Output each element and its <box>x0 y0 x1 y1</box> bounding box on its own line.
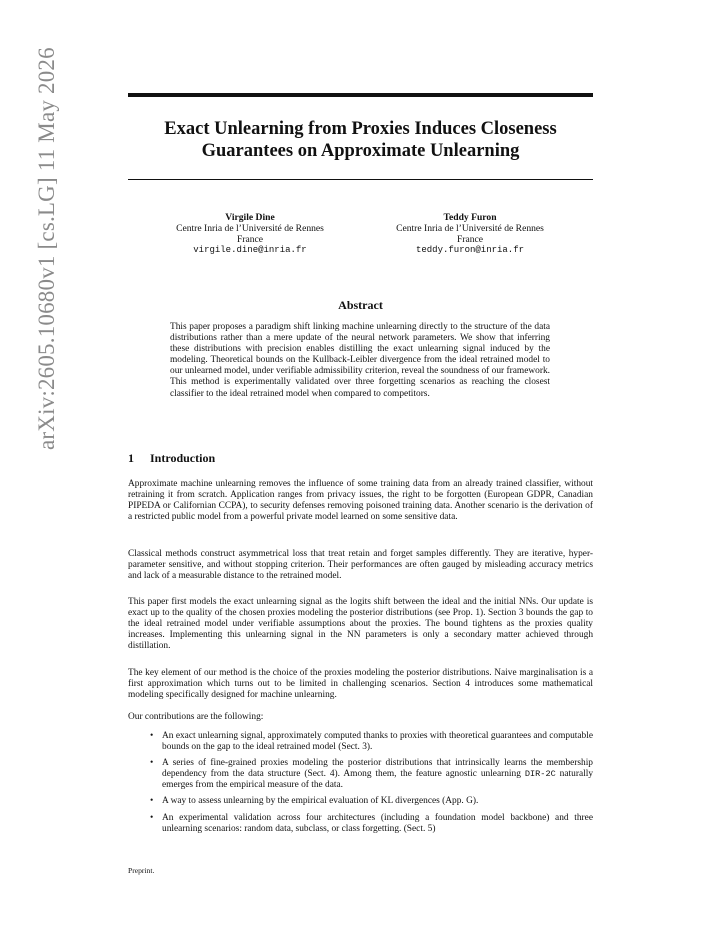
preprint-footnote: Preprint. <box>128 866 155 875</box>
author-affiliation: Centre Inria de l’Université de Rennes <box>176 223 324 234</box>
author-block-1 <box>150 212 350 256</box>
contributions-list <box>162 731 593 840</box>
author-email[interactable]: virgile.dine@inria.fr <box>193 245 307 255</box>
intro-paragraph-3: This paper first models the exact unlearning signal as the logits shift between the ideal and the initial NNs. Our update is exact up to the quality of the chosen proxies modeling the posterior distributions (see Prop. 1). Section 3 bounds the gap to the ideal retrained model under verifiable assumptions about the proxies. The bound tightens as the proxies quality increases. Implementing this unlearning signal in the NN parameters is only a secondary matter achieved through distillation. <box>128 597 593 652</box>
code-term: DIR-2C <box>524 769 556 780</box>
author-country: France <box>456 234 484 245</box>
title-top-rule <box>128 93 593 97</box>
title-bottom-rule <box>128 179 593 180</box>
list-item: • An experimental validation across four architectures (including a foundation model backbone) and three unlearning scenarios: random data, subclass, or class forgetting. (Sect. 5) <box>162 813 593 835</box>
author-affiliation: Centre Inria de l’Université de Rennes <box>396 223 544 234</box>
abstract-heading: Abstract <box>338 298 383 312</box>
intro-paragraph-5: Our contributions are the following: <box>128 712 264 722</box>
arxiv-identifier-stamp: arXiv:2605.10680v1 [cs.LG] 11 May 2026 <box>34 47 59 450</box>
author-country: France <box>236 234 264 245</box>
author-name: Virgile Dine <box>225 212 275 223</box>
section-number: 1 <box>128 451 134 465</box>
author-name: Teddy Furon <box>443 212 497 223</box>
list-item-text: naturally emerges from the empirical measure of the data. <box>162 769 594 791</box>
list-item: • An exact unlearning signal, approximately computed thanks to proxies with theoretical guarantees and computable bounds on the gap to the ideal retrained model (Sect. 3). <box>162 731 593 753</box>
list-item-text: A series of fine-grained proxies modeling the posterior distributions that intrinsically learns the membership dependency from the data structure (Sect. 4). Among them, the feature agnostic unlearning <box>162 758 593 780</box>
author-email[interactable]: teddy.furon@inria.fr <box>415 245 525 255</box>
author-block-2 <box>370 212 570 256</box>
list-item: • A way to assess unlearning by the empirical evaluation of KL divergences (App. G). <box>162 796 593 807</box>
section-title: Introduction <box>150 451 216 465</box>
intro-paragraph-1: Approximate machine unlearning removes the influence of some training data from an already trained classifier, without retraining it from scratch. Application ranges from privacy issues, the right to be forgotten (European GDPR, Canadian PIPEDA or Californian CCPA), to security defenses removing poisoned training data. Another scenario is the derivation of a restricted public model from a powerful private model learned on some sensitive data. <box>128 479 593 523</box>
intro-paragraph-2: Classical methods construct asymmetrical loss that treat retain and forget samples differently. They are iterative, hyper-parameter sensitive, and without stopping criterion. Their performances are often gauged by misleading accuracy metrics and lack of a measurable distance to the retrained model. <box>128 549 593 582</box>
paper-title: Exact Unlearning from Proxies Induces Closeness Guarantees on Approximate Unlearning <box>164 119 557 161</box>
section-heading <box>128 451 215 466</box>
list-item <box>162 758 593 791</box>
abstract-text: This paper proposes a paradigm shift linking machine unlearning directly to the structure of the data distributions rather than a mere update of the neural network parameters. We show that inferring these distributions with precision enables distilling the exact unlearning signal induced by the modeling. Theoretical bounds on the Kullback-Leibler divergence from the ideal retrained model to our unlearned model, under verifiable admissibility criterion, reveal the soundness of our framework. This method is experimentally validated over three forgetting scenarios as reaching the closest classifier to the ideal retrained model when compared to competitors. <box>170 322 550 399</box>
intro-paragraph-4: The key element of our method is the choice of the proxies modeling the posterior distributions. Naive marginalisation is a first approximation which turns out to be limited in challenging scenarios. Section 4 introduces some mathematical modeling specifically designed for machine unlearning. <box>128 668 593 701</box>
